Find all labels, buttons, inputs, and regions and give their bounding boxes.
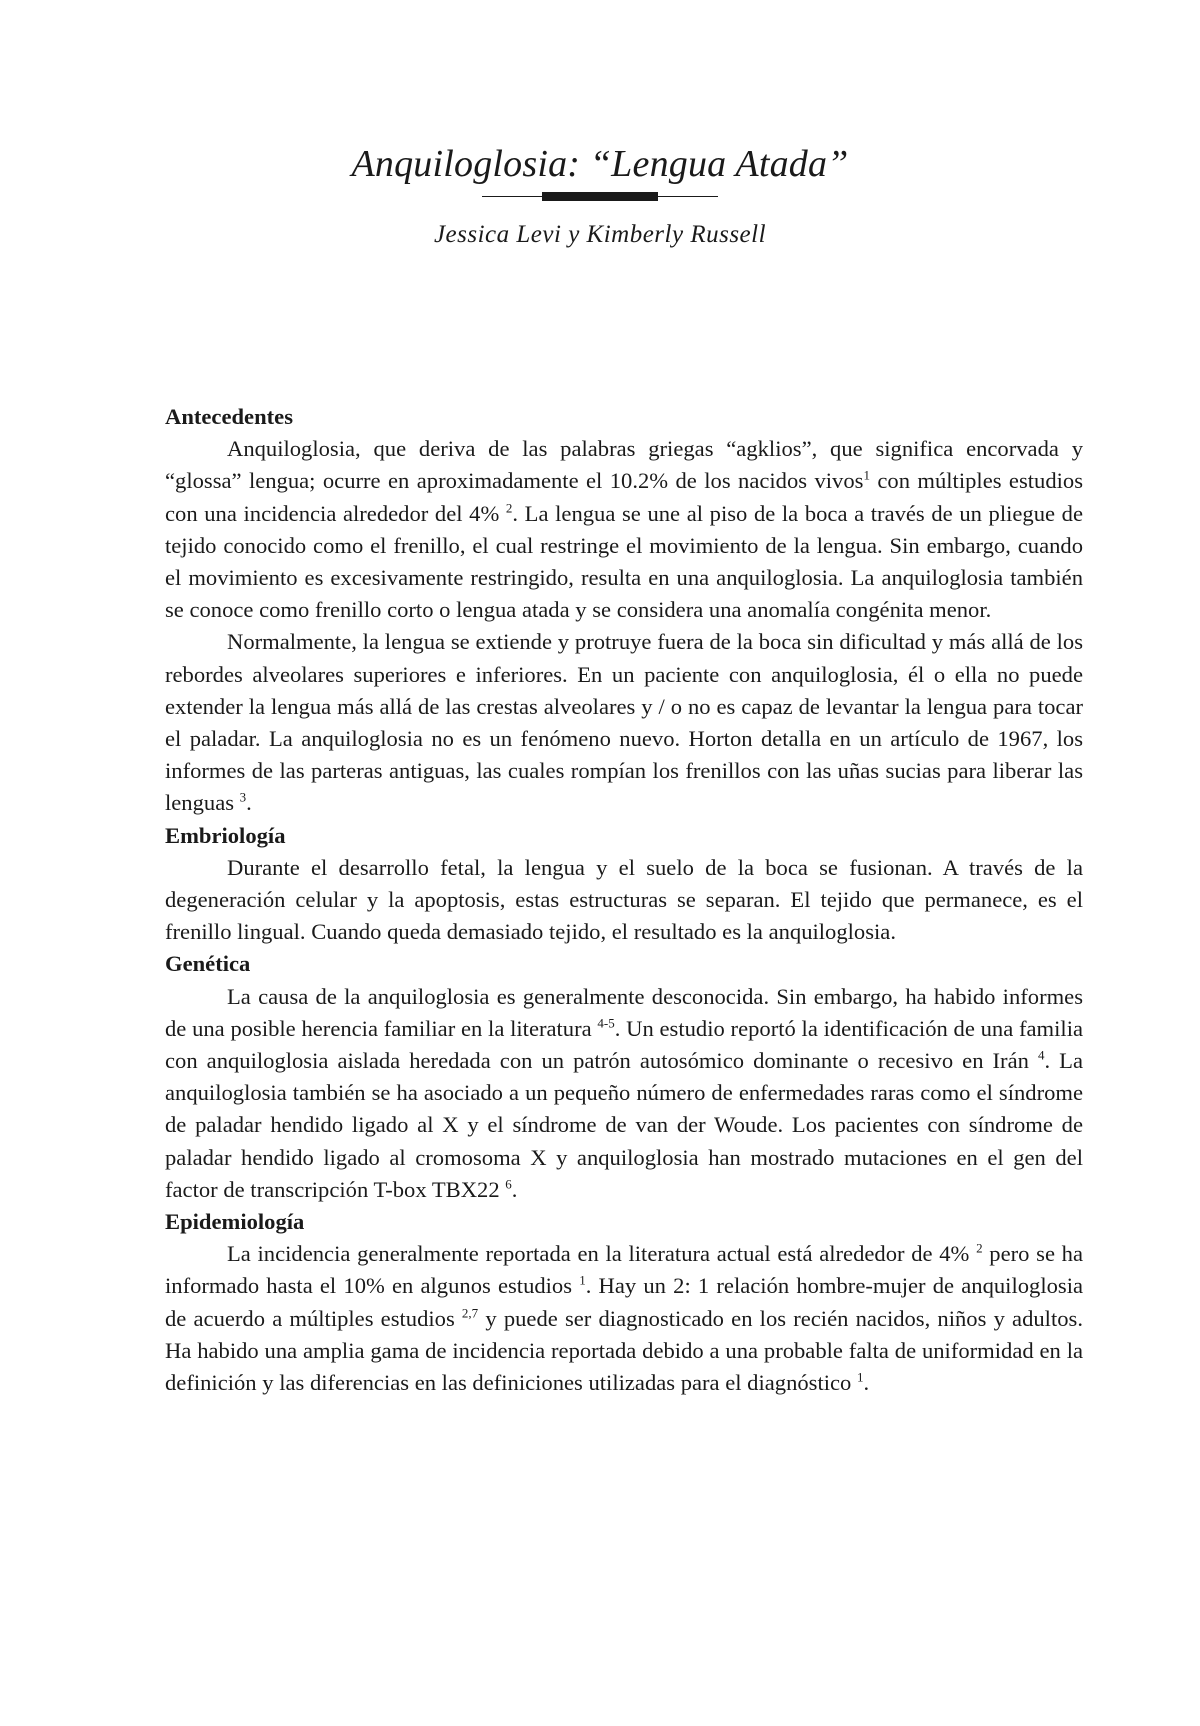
text-run: Normalmente, la lengua se extiende y protruye fuera de la boca sin dificultad y más allá de los rebordes alveolares superiores e inferiores. En un paciente con anquiloglosia, él o ella no puede extender la lengua más allá de las crestas alveolares y / o no es capaz de levantar la lengua para tocar el paladar. La anquiloglosia no es un fenómeno nuevo. Horton detalla en un artículo de 1967, los informes de las parteras antiguas, las cuales rompían los frenillos con las uñas sucias para liberar las lenguas (165, 629, 1083, 816)
citation-superscript: 6 (505, 1176, 512, 1192)
article-title: Anquiloglosia: “Lengua Atada” (351, 143, 849, 185)
text-run: . Un estudio reportó la identificación de una familia con anquiloglosia aislada heredada con un patrón autosómico dominante o recesivo en Irán (165, 1015, 1083, 1074)
paragraph (165, 981, 1083, 1206)
citation-superscript: 2,7 (461, 1305, 479, 1321)
citation-superscript: 1 (579, 1272, 586, 1288)
text-run: . (863, 1370, 870, 1396)
text-run: . (246, 790, 252, 816)
paragraph (165, 433, 1083, 626)
text-run: . Hay un 2: 1 relación hombre-mujer de anquiloglosia de acuerdo a múltiples estudios (165, 1273, 1083, 1331)
section-heading: Genética (165, 951, 251, 977)
citation-superscript: 1 (863, 467, 870, 483)
paragraph (165, 852, 1083, 949)
citation-superscript: 4 (1037, 1047, 1045, 1063)
article-body (165, 401, 1083, 1399)
text-run: . La anquiloglosia también se ha asociado a un pequeño número de enfermedades raras como el síndrome de paladar hendido ligado al X y el síndrome de van der Woude. Los pacientes con síndrome de paladar hendido ligado al cromosoma X y anquiloglosia han mostrado mutaciones en el gen del factor de transcripción T-box TBX22 (165, 1048, 1083, 1202)
citation-superscript: 4-5 (597, 1015, 615, 1031)
text-run: . La lengua se une al piso de la boca a través de un pliegue de tejido conocido como el frenillo, el cual restringe el movimiento de la lengua. Sin embargo, cuando el movimiento es excesivamente restringido, resulta en una anquiloglosia. La anquiloglosia también se conoce como frenillo corto o lengua atada y se considera una anomalía congénita menor. (165, 500, 1084, 623)
citation-superscript: 1 (857, 1369, 864, 1385)
text-run: Anquiloglosia, que deriva de las palabras griegas “agklios”, que significa encorvada y “glossa” lengua; ocurre en aproximadamente el 10.2% de los nacidos vivos (165, 436, 1083, 494)
citation-superscript: 2 (976, 1240, 983, 1256)
text-run: La incidencia generalmente reportada en la literatura actual está alrededor de 4% (227, 1241, 977, 1267)
article-authors: Jessica Levi y Kimberly Russell (433, 221, 767, 248)
citation-superscript: 2 (505, 500, 513, 516)
article-header (0, 140, 1200, 252)
paragraph (165, 626, 1083, 819)
text-run: . (511, 1176, 518, 1202)
title-divider-bar (542, 192, 658, 201)
text-run: La causa de la anquiloglosia es generalmente desconocida. Sin embargo, ha habido informes de una posible herencia familiar en la literatura (165, 983, 1083, 1041)
text-run: Durante el desarrollo fetal, la lengua y el suelo de la boca se fusionan. A través de la degeneración celular y la apoptosis, estas estructuras se separan. El tejido que permanece, es el frenillo lingual. Cuando queda demasiado tejido, el resultado es la anquiloglosia. (165, 854, 1083, 945)
section-heading: Epidemiología (165, 1209, 305, 1235)
section-heading: Embriología (165, 822, 286, 848)
text-run: con múltiples estudios con una incidencia alrededor del 4% (165, 468, 1083, 526)
citation-superscript: 3 (239, 789, 247, 805)
title-divider (482, 192, 718, 202)
section-heading: Antecedentes (165, 404, 293, 429)
text-run: pero se ha informado hasta el 10% en algunos estudios (165, 1241, 1083, 1299)
text-run: y puede ser diagnosticado en los recién nacidos, niños y adultos. Ha habido una amplia gama de incidencia reportada debido a una probable falta de uniformidad en la definición y las diferencias en las definiciones utilizadas para el diagnóstico (165, 1305, 1083, 1396)
paragraph (165, 1238, 1083, 1399)
